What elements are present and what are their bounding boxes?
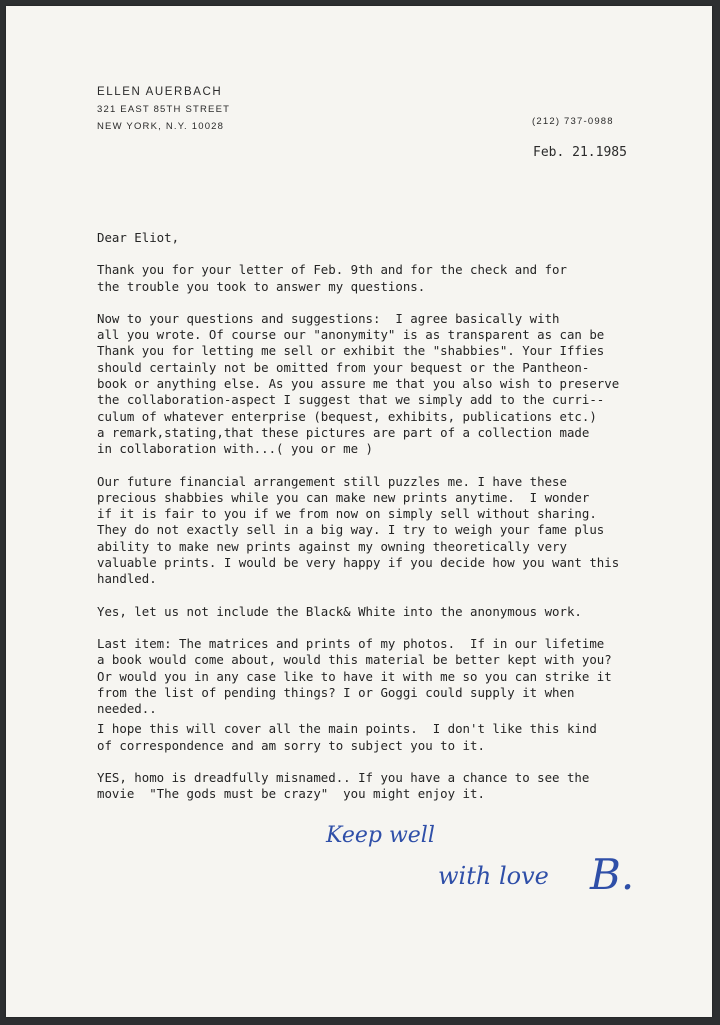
handwritten-closing-line: with love	[438, 862, 549, 890]
paragraph-line: culum of whatever enterprise (bequest, exhibits, publications etc.)	[97, 408, 597, 424]
paragraph-line: YES, homo is dreadfully misnamed.. If you have a chance to see the	[97, 770, 590, 786]
paragraph-line: Or would you in any case like to have it with me so you can strike it	[97, 668, 612, 684]
paragraph-line: Thank you for your letter of Feb. 9th and for the check and for	[97, 262, 567, 278]
sender-city: NEW YORK, N.Y. 10028	[97, 121, 225, 132]
paragraph-line: of correspondence and am sorry to subject you to it.	[97, 737, 485, 753]
paragraph-line: They do not exactly sell in a big way. I try to weigh your fame plus	[97, 522, 605, 538]
paragraph-line: should certainly not be omitted from your bequest or the Pantheon-	[97, 359, 590, 375]
paragraph-line: needed..	[97, 701, 157, 717]
paragraph-line: Thank you for letting me sell or exhibit the "shabbies". Your Iffies	[97, 343, 605, 359]
paragraph-line: a remark,stating,that these pictures are part of a collection made	[97, 424, 590, 440]
paragraph-line: in collaboration with...( you or me )	[97, 441, 374, 457]
paragraph-line: valuable prints. I would be very happy if you decide how you want this	[97, 555, 620, 571]
paragraph-line: the trouble you took to answer my questions.	[97, 278, 426, 294]
letter-body	[97, 230, 677, 803]
paragraph-line: book or anything else. As you assure me that you also wish to preserve	[97, 376, 620, 392]
paragraph-line: Yes, let us not include the Black& White into the anonymous work.	[97, 603, 582, 619]
paragraph-line: a book would come about, would this material be better kept with you?	[97, 652, 612, 668]
paragraph-line: all you wrote. Of course our "anonymity" is as transparent as can be	[97, 327, 605, 343]
paragraph-line: precious shabbies while you can make new prints anytime. I wonder	[97, 489, 590, 505]
handwritten-closing-line: Keep well	[326, 823, 435, 848]
paragraph-line: if it is fair to you if we from now on simply sell without sharing.	[97, 506, 597, 522]
paragraph-line: movie "The gods must be crazy" you might enjoy it.	[97, 786, 485, 802]
salutation: Dear Eliot,	[97, 230, 180, 245]
paragraph-line: from the list of pending things? I or Goggi could supply it when	[97, 684, 575, 700]
handwritten-signature: B.	[590, 850, 635, 899]
letter-date: Feb. 21.1985	[533, 145, 627, 160]
paragraph-line: the collaboration-aspect I suggest that we simply add to the curri--	[97, 392, 605, 408]
sender-name: ELLEN AUERBACH	[97, 86, 223, 98]
paragraph-line: Now to your questions and suggestions: I agree basically with	[97, 310, 560, 326]
paragraph-line: handled.	[97, 571, 157, 587]
paragraph-line: ability to make new prints against my owning theoretically very	[97, 538, 567, 554]
letterhead	[97, 86, 230, 132]
paragraph-line: Our future financial arrangement still puzzles me. I have these	[97, 473, 567, 489]
paragraph-line: Last item: The matrices and prints of my photos. If in our lifetime	[97, 635, 605, 651]
sender-phone: (212) 737-0988	[532, 116, 614, 127]
sender-street: 321 EAST 85TH STREET	[97, 104, 231, 115]
paragraph-line: I hope this will cover all the main points. I don't like this kind	[97, 721, 597, 737]
